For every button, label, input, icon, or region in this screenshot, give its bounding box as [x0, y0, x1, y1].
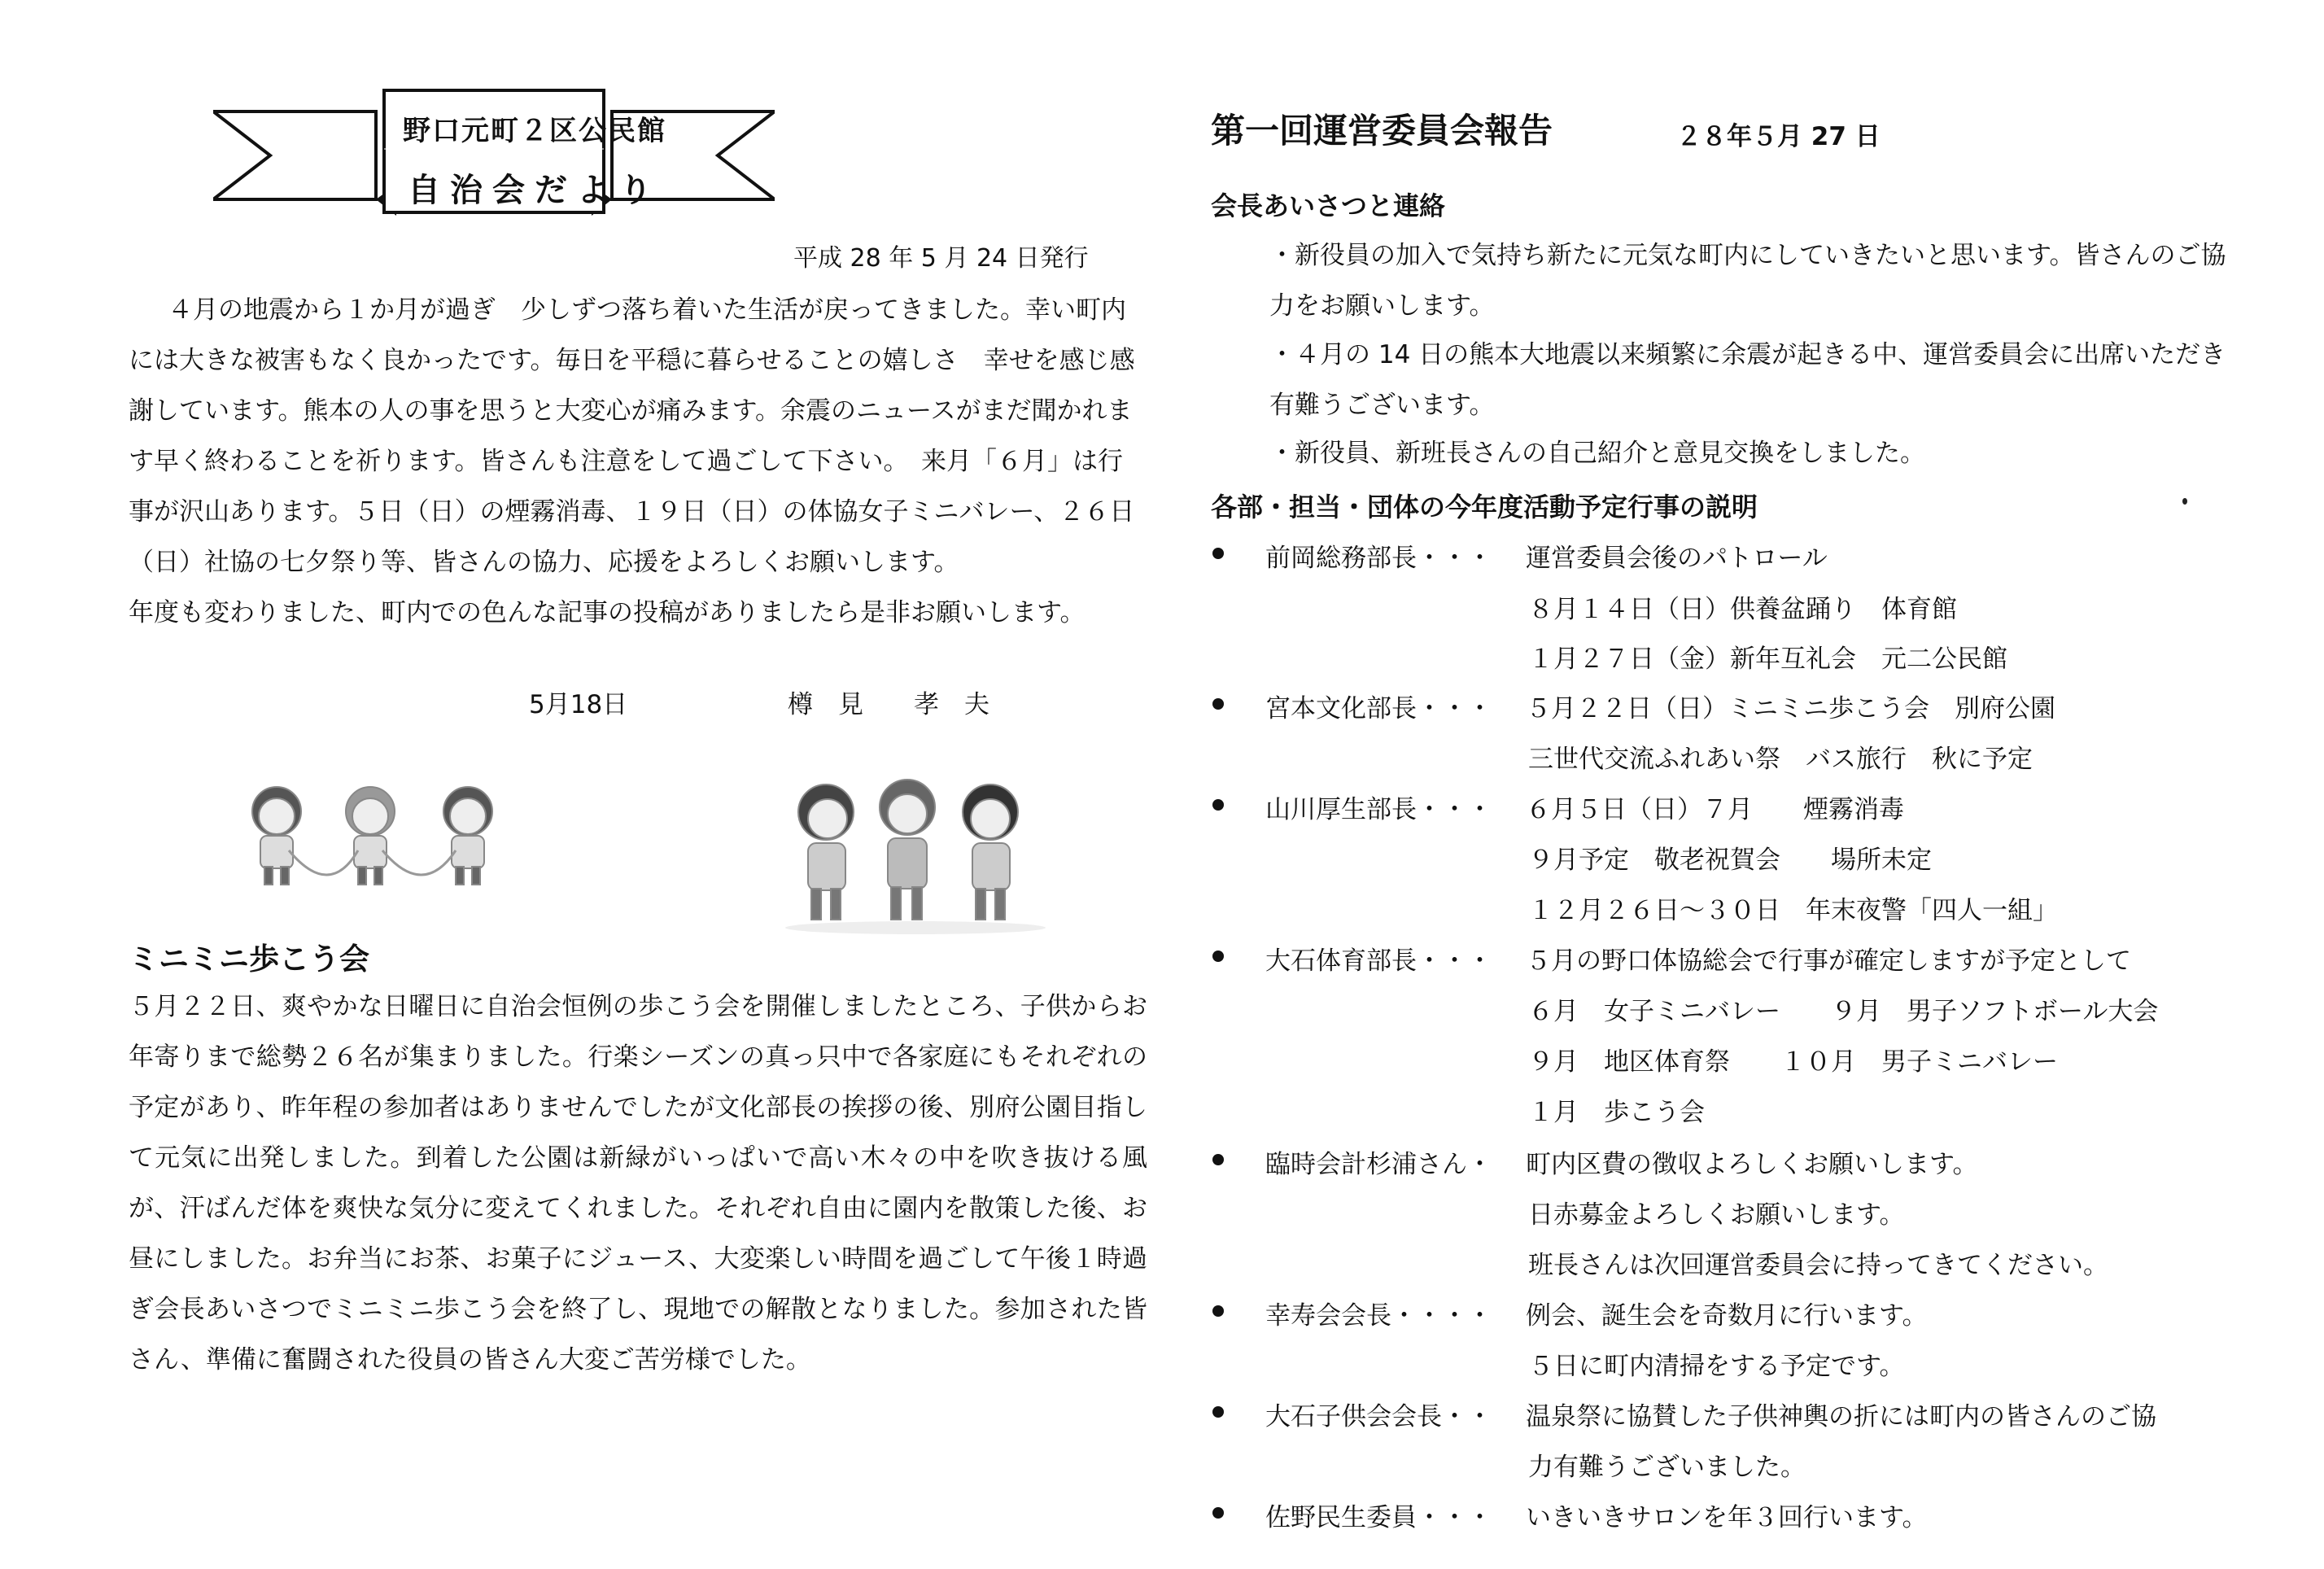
issue-date: 平成 28 年 5 月 24 日発行: [793, 244, 1089, 273]
dept-label-welfare: 山川厚生部長・・・: [1265, 795, 1492, 824]
dept-label-accounting: 臨時会計杉浦さん・: [1265, 1150, 1492, 1179]
dept-line: １月 歩こう会: [1528, 1098, 1705, 1127]
dept-line: ６月５日（日）７月 煙霧消毒: [1526, 795, 1904, 824]
dept-line: 三世代交流ふれあい祭 バス旅行 秋に予定: [1528, 745, 2033, 774]
greeting-section-title: 会長あいさつと連絡: [1211, 190, 1446, 221]
meeting-report-date: ２８年５月 27 日: [1676, 122, 1881, 151]
banner-org-name: 野口元町２区公民館: [403, 115, 666, 147]
bullet-dot: [1212, 1305, 1224, 1317]
dept-label-seniors-club: 幸寿会会長・・・・: [1265, 1301, 1492, 1331]
dept-line: 温泉祭に協賛した子供神輿の折には町内の皆さんのご協: [1526, 1402, 2156, 1431]
walk-event-report: ５月２２日、爽やかな日曜日に自治会恒例の歩こう会を開催しましたところ、子供からお年寄りまで総勢２６名が集まりました。行楽シーズンの真っ只中で各家庭にもそれぞれの予定があり、昨年程の参加者はありませんでしたが文化部長の挨拶の後、別府公園目指して元気に出発しました。到着した公園は新緑がいっぱいで高い木々の中を吹き抜ける風が、汗ばんだ体を爽快な気分に変えてくれました。それぞれ自由に園内を散策した後、お昼にしました。お弁当にお茶、お菓子にジュース、大変楽しい時間を過ごして午後１時過ぎ会長あいさつでミニミニ歩こう会を終了し、現地での解散となりました。参加された皆さん、準備に奮闘された役員の皆さん大変ご苦労様でした。: [129, 992, 1147, 1375]
bullet-dot: [1212, 951, 1224, 962]
dept-line: 例会、誕生会を奇数月に行います。: [1526, 1301, 1928, 1331]
dept-label-sports: 大石体育部長・・・: [1265, 946, 1492, 976]
greeting-item-2: ・４月の 14 日の熊本大地震以来頻繁に余震が起きる中、運営委員会に出席いただき有難うございます。: [1269, 340, 2226, 420]
bullet-dot: [1212, 1507, 1224, 1519]
banner-text: [388, 100, 681, 211]
dept-line: ６月 女子ミニバレー ９月 男子ソフトボール大会: [1528, 997, 2159, 1026]
intro-paragraph-1: ４月の地震から１か月が過ぎ 少しずつ落ち着いた生活が戻ってきました。幸い町内には大きな被害もなく良かったです。毎日を平穏に暮らせることの嬉しさ 幸せを感じ感謝しています。熊本の人の事を思うと大変心が痛みます。余震のニュースがまだ聞かれます早く終わることを祈ります。皆さんも注意をして過ごして下さい。 来月「６月」は行事が沢山あります。５日（日）の煙霧消毒、１９日（日）の体協女子ミニバレー、２６日（日）社協の七夕祭り等、皆さんの協力、応援をよろしくお願いします。: [129, 295, 1135, 577]
signature-name: 樽 見 孝 夫: [788, 690, 989, 719]
dept-line: 班長さんは次回運営委員会に持ってきてください。: [1528, 1251, 2108, 1280]
signature-date: 5月18日: [529, 690, 628, 719]
title-banner: [213, 85, 775, 228]
dept-line: いきいきサロンを年３回行います。: [1526, 1503, 1928, 1532]
meeting-report-title: 第一回運営委員会報告: [1211, 111, 1553, 151]
plans-section-title: 各部・担当・団体の今年度活動予定行事の説明: [1211, 492, 1758, 522]
banner-newsletter-name: 自治会だより: [408, 172, 662, 209]
intro-message: [129, 285, 1146, 638]
dept-line: ５月の野口体協総会で行事が確定しますが予定として: [1526, 946, 2131, 976]
dept-line: ５月２２日（日）ミニミニ歩こう会 別府公園: [1526, 694, 2055, 723]
bullet-dot: [1212, 548, 1224, 559]
children-jump-rope-illustration: [240, 777, 525, 891]
dept-line: １２月２６日～３０日 年末夜警「四人一組」: [1528, 896, 2058, 925]
dept-label-general-affairs: 前岡総務部長・・・: [1265, 544, 1492, 573]
bullet-dot: [1212, 1406, 1224, 1418]
dept-line: 町内区費の徴収よろしくお願いします。: [1526, 1150, 1978, 1179]
dept-label-welfare-commissioner: 佐野民生委員・・・: [1265, 1503, 1492, 1532]
dept-line: １月２７日（金）新年互礼会 元二公民館: [1528, 645, 2007, 674]
dept-line: ９月予定 敬老祝賀会 場所未定: [1528, 846, 1932, 875]
dept-line: 日赤募金よろしくお願いします。: [1528, 1200, 1905, 1230]
bullet-dot: [1212, 698, 1224, 710]
dept-line: ８月１４日（日）供養盆踊り 体育館: [1528, 595, 1957, 624]
dept-line: 運営委員会後のパトロール: [1526, 544, 1828, 573]
dept-label-culture: 宮本文化部長・・・: [1265, 694, 1492, 723]
walk-event-title: ミニミニ歩こう会: [129, 942, 369, 977]
scan-speck: [2182, 498, 2187, 505]
dept-line: ９月 地区体育祭 １０月 男子ミニバレー: [1528, 1047, 2058, 1077]
bullet-dot: [1212, 1154, 1224, 1165]
intro-paragraph-2: 年度も変わりました、町内での色んな記事の投稿がありましたら是非お願いします。: [129, 598, 1086, 627]
greeting-item-3: ・新役員、新班長さんの自己紹介と意見交換をしました。: [1269, 439, 1925, 468]
dept-line: ５日に町内清掃をする予定です。: [1528, 1352, 1905, 1381]
children-walking-illustration: [777, 771, 1054, 934]
dept-line: 力有難うございました。: [1528, 1453, 1806, 1482]
greeting-item-1: ・新役員の加入で気持ち新たに元気な町内にしていきたいと思います。皆さんのご協力をお願いします。: [1269, 241, 2226, 321]
dept-label-children-club: 大石子供会会長・・: [1265, 1402, 1492, 1431]
bullet-dot: [1212, 799, 1224, 811]
